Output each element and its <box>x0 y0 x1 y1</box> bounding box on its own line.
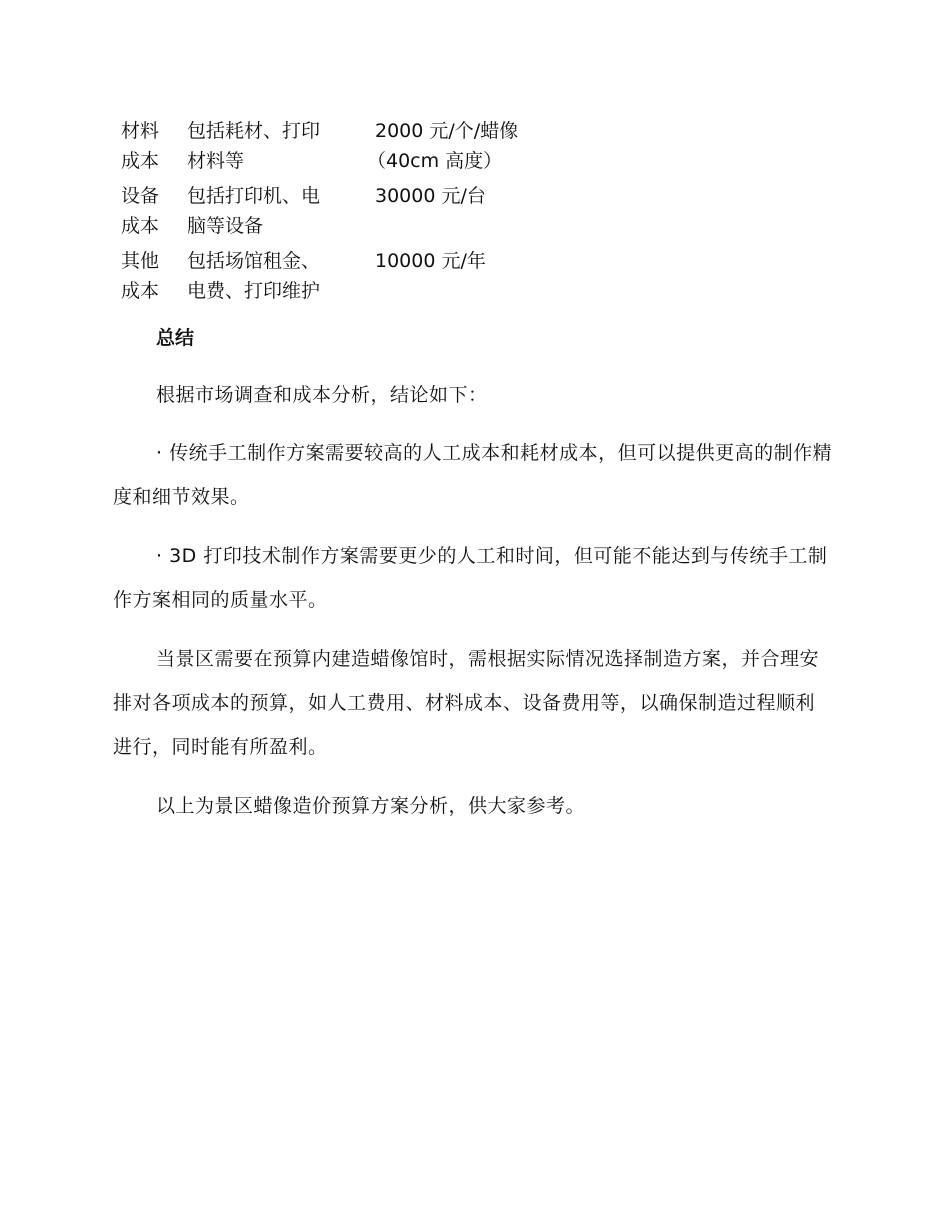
cost-description-text: 电费、打印维护 <box>187 280 321 302</box>
cost-item-text: 材料 <box>121 120 160 142</box>
cost-item-text: 成本 <box>121 150 160 172</box>
cost-item-text: 其他 <box>121 250 160 272</box>
table-row <box>113 116 575 181</box>
cost-price-cell <box>367 116 575 181</box>
summary-bullet-traditional: · 传统手工制作方案需要较高的人工成本和耗材成本，但可以提供更高的制作精度和细节效果。 <box>113 442 833 508</box>
cost-price-cell <box>375 246 575 311</box>
cost-item-text: 设备 <box>121 185 160 207</box>
summary-heading: 总结 <box>156 327 195 349</box>
summary-closing: 以上为景区蜡像造价预算方案分析，供大家参考。 <box>156 795 586 817</box>
table-row <box>113 181 575 246</box>
cost-description-cell <box>187 116 375 181</box>
cost-item-cell <box>113 116 187 181</box>
cost-item-text: 成本 <box>121 280 160 302</box>
table-row <box>113 246 575 311</box>
cost-description-text: 脑等设备 <box>187 215 264 237</box>
cost-item-cell <box>113 246 187 311</box>
cost-description-cell <box>187 246 375 311</box>
cost-item-text: 成本 <box>121 215 160 237</box>
cost-description-text: 包括耗材、打印 <box>187 120 321 142</box>
cost-price-text: 2000 元/个/蜡像 <box>375 120 519 142</box>
cost-price-text: （40cm 高度） <box>367 150 503 172</box>
cost-description-text: 包括场馆租金、 <box>187 250 321 272</box>
cost-price-cell <box>375 181 575 246</box>
cost-description-text: 包括打印机、电 <box>187 185 321 207</box>
summary-intro: 根据市场调查和成本分析，结论如下： <box>156 384 488 406</box>
cost-description-cell <box>187 181 375 246</box>
summary-paragraph: 当景区需要在预算内建造蜡像馆时，需根据实际情况选择制造方案，并合理安排对各项成本的预算，如人工费用、材料成本、设备费用等，以确保制造过程顺利进行，同时能有所盈利。 <box>113 648 820 758</box>
cost-price-text: 10000 元/年 <box>375 250 486 272</box>
cost-description-text: 材料等 <box>187 150 245 172</box>
summary-bullet-3d-printing: · 3D 打印技术制作方案需要更少的人工和时间，但可能不能达到与传统手工制作方案相同的质量水平。 <box>113 545 828 611</box>
cost-table <box>113 116 575 311</box>
cost-price-text: 30000 元/台 <box>375 185 486 207</box>
cost-item-cell <box>113 181 187 246</box>
